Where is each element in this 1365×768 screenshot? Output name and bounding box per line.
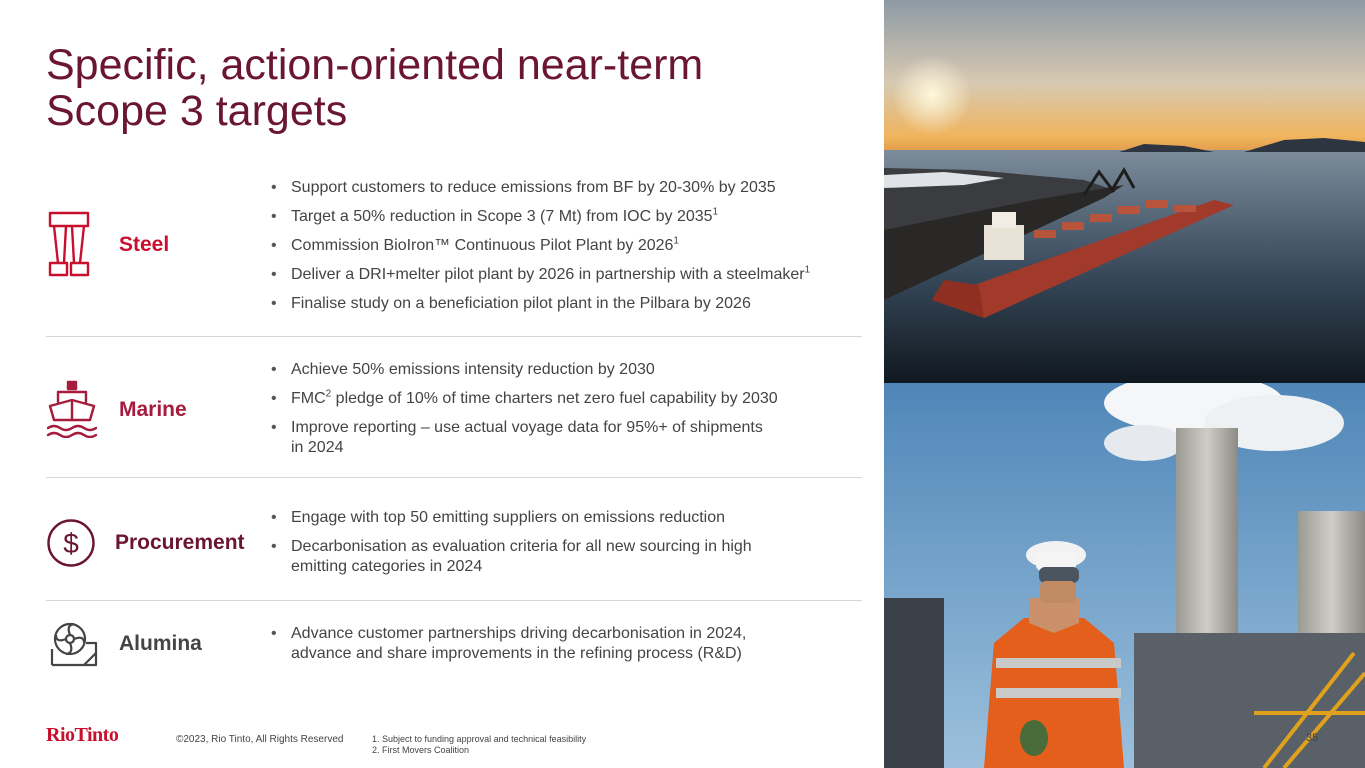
procurement-section	[46, 507, 862, 587]
list-item: • Commission BioIron™ Continuous Pilot Plant by 2026$^1$	[271, 236, 810, 256]
alumina-label: Alumina	[119, 632, 202, 655]
steel-bullet-list	[271, 178, 810, 323]
alumina-bullet-list	[271, 624, 746, 664]
list-item: • Finalise study on a beneficiation pilot plant in the Pilbara by 2026	[271, 294, 810, 314]
section-divider	[46, 477, 862, 478]
page-title-line-1: Specific, action-oriented near-term	[46, 41, 704, 89]
steel-label: Steel	[119, 233, 170, 256]
list-item: • Deliver a DRI+melter pilot plant by 2026 in partnership with a steelmaker$^1$	[271, 265, 810, 285]
page-title	[46, 42, 703, 134]
marine-section	[46, 358, 862, 468]
footnotes	[372, 734, 586, 756]
copyright-text: ©2023, Rio Tinto, All Rights Reserved	[176, 734, 344, 745]
worker-refinery-photo	[884, 383, 1365, 768]
section-divider	[46, 336, 862, 337]
list-item: • Advance customer partnerships driving decarbonisation in 2024, advance and share improvements in the refining process (R&D)	[271, 624, 746, 664]
list-item: • FMC$^2$ pledge of 10% of time charters net zero fuel capability by 2030	[271, 389, 778, 409]
rio-tinto-logo: RioTinto	[46, 724, 119, 746]
page-number: 35	[1306, 732, 1319, 744]
list-item: • Support customers to reduce emissions from BF by 20-30% by 2035	[271, 178, 810, 198]
list-item: • Target a 50% reduction in Scope 3 (7 Mt) from IOC by 2035$^1$	[271, 207, 810, 227]
procurement-bullet-list	[271, 508, 752, 586]
page-title-line-2: Scope 3 targets	[46, 87, 348, 135]
steel-section	[46, 175, 862, 325]
list-item: • Achieve 50% emissions intensity reduction by 2030	[271, 360, 778, 380]
list-item: • Improve reporting – use actual voyage data for 95%+ of shipments in 2024	[271, 418, 778, 458]
steel-beam-icon	[46, 211, 92, 277]
marine-bullet-list	[271, 360, 778, 467]
marine-label: Marine	[119, 398, 187, 421]
list-item: • Engage with top 50 emitting suppliers on emissions reduction	[271, 508, 752, 528]
ship-icon	[46, 380, 98, 438]
refinery-fan-icon	[46, 619, 98, 667]
procurement-label: Procurement	[115, 531, 245, 554]
footnote-1: 1. Subject to funding approval and technical feasibility	[372, 734, 587, 744]
list-item: • Decarbonisation as evaluation criteria for all new sourcing in high emitting categories in 2024	[271, 537, 752, 577]
alumina-section	[46, 622, 862, 682]
section-divider	[46, 600, 862, 601]
footnote-2: 2. First Movers Coalition	[372, 745, 470, 755]
ship-port-photo	[884, 0, 1365, 383]
dollar-icon	[46, 518, 96, 568]
svg-text:$: $	[63, 528, 79, 559]
